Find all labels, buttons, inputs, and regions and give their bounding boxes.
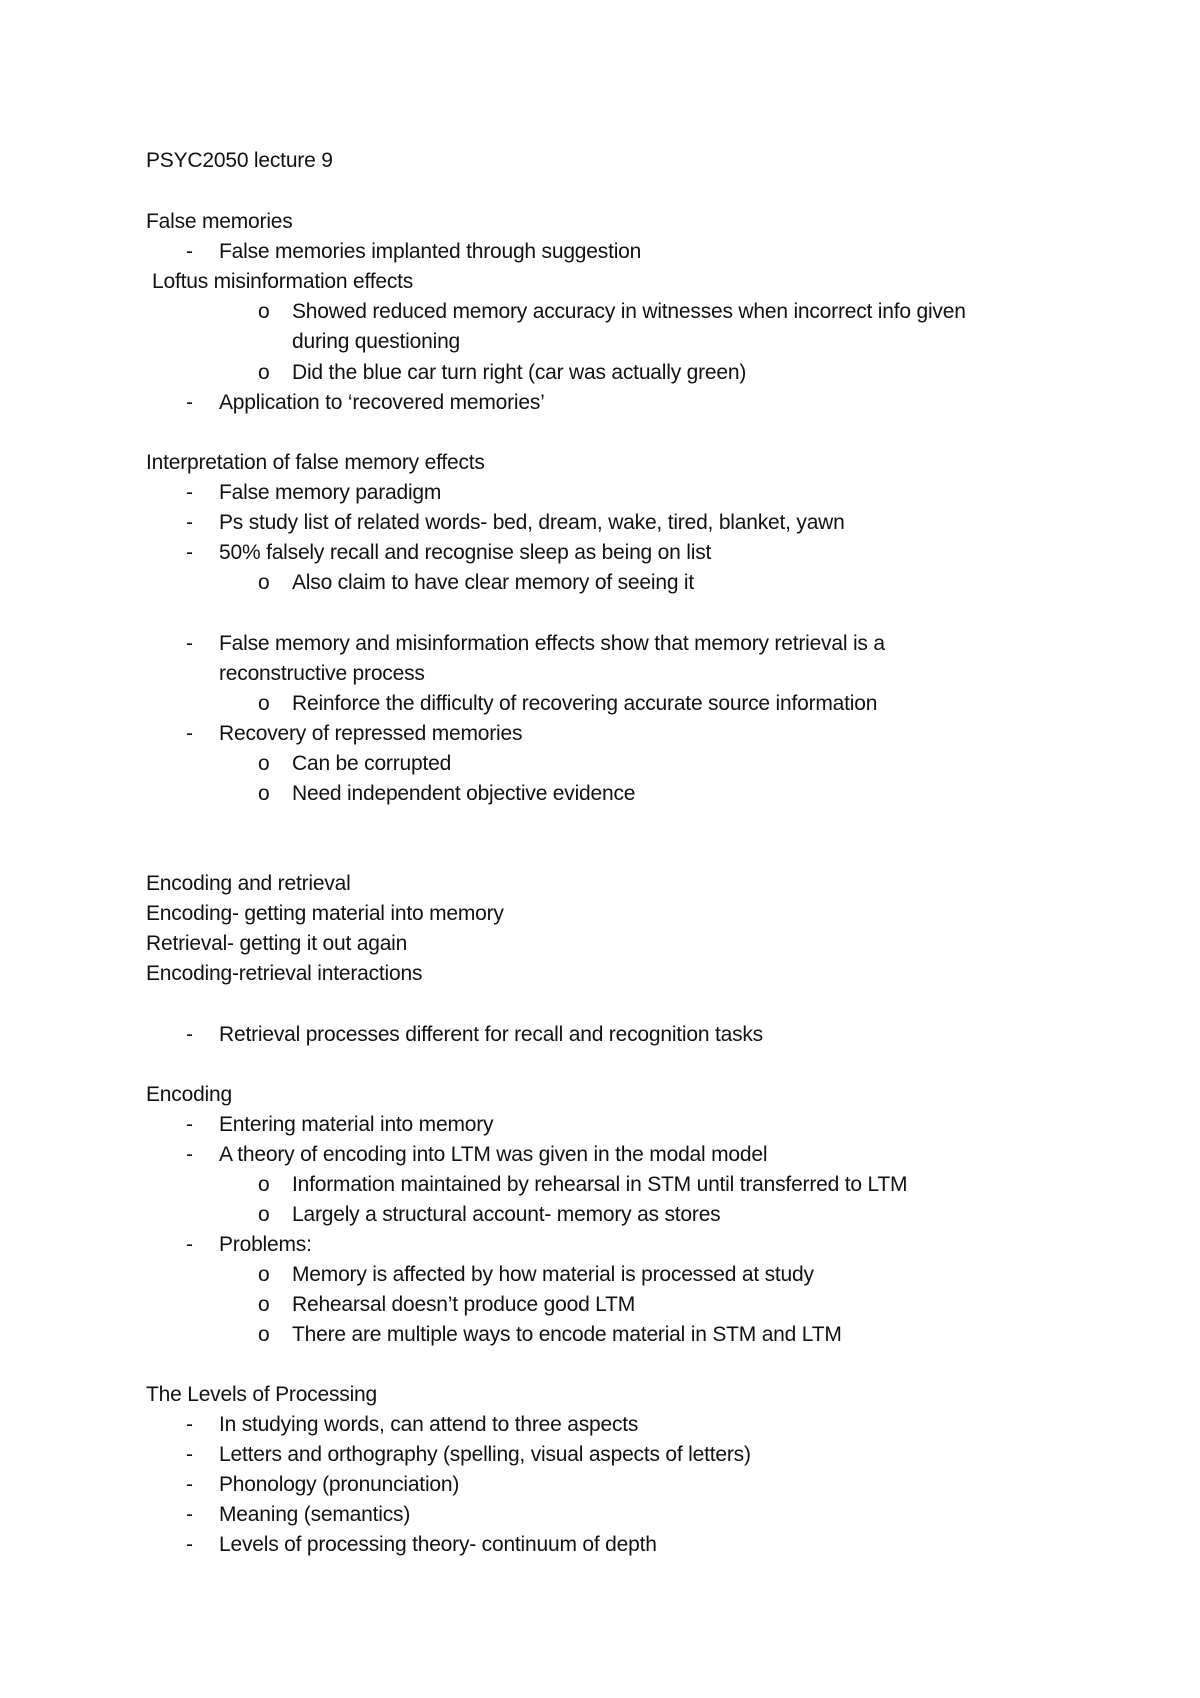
- dash-bullet: -: [186, 1113, 193, 1136]
- section-heading: Encoding and retrieval: [146, 872, 351, 895]
- list-item: In studying words, can attend to three aspects: [219, 1413, 639, 1436]
- circle-bullet: o: [258, 692, 270, 715]
- list-item: False memory and misinformation effects show that memory retrieval is a: [219, 632, 885, 655]
- list-item: 50% falsely recall and recognise sleep as being on list: [219, 541, 712, 564]
- circle-bullet: o: [258, 752, 270, 775]
- list-item: Entering material into memory: [219, 1113, 494, 1136]
- list-item: Recovery of repressed memories: [219, 722, 523, 745]
- sub-list-item-continuation: during questioning: [292, 330, 461, 353]
- circle-bullet: o: [258, 1293, 270, 1316]
- sub-list-item: Information maintained by rehearsal in STM until transferred to LTM: [292, 1173, 908, 1196]
- dash-bullet: -: [186, 541, 193, 564]
- dash-bullet: -: [186, 1143, 193, 1166]
- text-line: Retrieval- getting it out again: [146, 932, 408, 955]
- sub-list-item: Reinforce the difficulty of recovering accurate source information: [292, 692, 878, 715]
- sub-list-item: Memory is affected by how material is processed at study: [292, 1263, 814, 1286]
- circle-bullet: o: [258, 361, 270, 384]
- circle-bullet: o: [258, 1203, 270, 1226]
- sub-list-item: Also claim to have clear memory of seeing it: [292, 571, 695, 594]
- dash-bullet: -: [186, 1503, 193, 1526]
- dash-bullet: -: [186, 632, 193, 655]
- dash-bullet: -: [186, 511, 193, 534]
- section-heading: Interpretation of false memory effects: [146, 451, 485, 474]
- list-item: False memory paradigm: [219, 481, 442, 504]
- circle-bullet: o: [258, 1323, 270, 1346]
- page-title: PSYC2050 lecture 9: [146, 149, 333, 172]
- section-heading: False memories: [146, 210, 293, 233]
- list-item: Ps study list of related words- bed, dream, wake, tired, blanket, yawn: [219, 511, 845, 534]
- dash-bullet: -: [186, 722, 193, 745]
- dash-bullet: -: [186, 1443, 193, 1466]
- sub-list-item: Did the blue car turn right (car was actually green): [292, 361, 747, 384]
- list-item-continuation: reconstructive process: [219, 662, 425, 685]
- list-item: Levels of processing theory- continuum of depth: [219, 1533, 657, 1556]
- sub-list-item: Need independent objective evidence: [292, 782, 636, 805]
- list-item: A theory of encoding into LTM was given in the modal model: [219, 1143, 768, 1166]
- list-item: Application to ‘recovered memories’: [219, 391, 545, 414]
- circle-bullet: o: [258, 1173, 270, 1196]
- sub-list-item: There are multiple ways to encode material in STM and LTM: [292, 1323, 842, 1346]
- circle-bullet: o: [258, 300, 270, 323]
- circle-bullet: o: [258, 782, 270, 805]
- circle-bullet: o: [258, 1263, 270, 1286]
- dash-bullet: -: [186, 1023, 193, 1046]
- dash-bullet: -: [186, 1533, 193, 1556]
- section-heading: The Levels of Processing: [146, 1383, 377, 1406]
- list-item: False memories implanted through suggestion: [219, 240, 642, 263]
- sub-list-item: Rehearsal doesn’t produce good LTM: [292, 1293, 636, 1316]
- dash-bullet: -: [186, 481, 193, 504]
- subheading: Loftus misinformation effects: [152, 270, 414, 293]
- list-item: Phonology (pronunciation): [219, 1473, 460, 1496]
- list-item: Retrieval processes different for recall and recognition tasks: [219, 1023, 763, 1046]
- sub-list-item: Showed reduced memory accuracy in witnesses when incorrect info given: [292, 300, 966, 323]
- list-item: Meaning (semantics): [219, 1503, 411, 1526]
- circle-bullet: o: [258, 571, 270, 594]
- dash-bullet: -: [186, 1233, 193, 1256]
- section-heading: Encoding: [146, 1083, 232, 1106]
- list-item: Problems:: [219, 1233, 312, 1256]
- dash-bullet: -: [186, 1473, 193, 1496]
- text-line: Encoding- getting material into memory: [146, 902, 504, 925]
- dash-bullet: -: [186, 391, 193, 414]
- dash-bullet: -: [186, 1413, 193, 1436]
- sub-list-item: Can be corrupted: [292, 752, 452, 775]
- sub-list-item: Largely a structural account- memory as stores: [292, 1203, 721, 1226]
- list-item: Letters and orthography (spelling, visual aspects of letters): [219, 1443, 751, 1466]
- text-line: Encoding-retrieval interactions: [146, 962, 423, 985]
- dash-bullet: -: [186, 240, 193, 263]
